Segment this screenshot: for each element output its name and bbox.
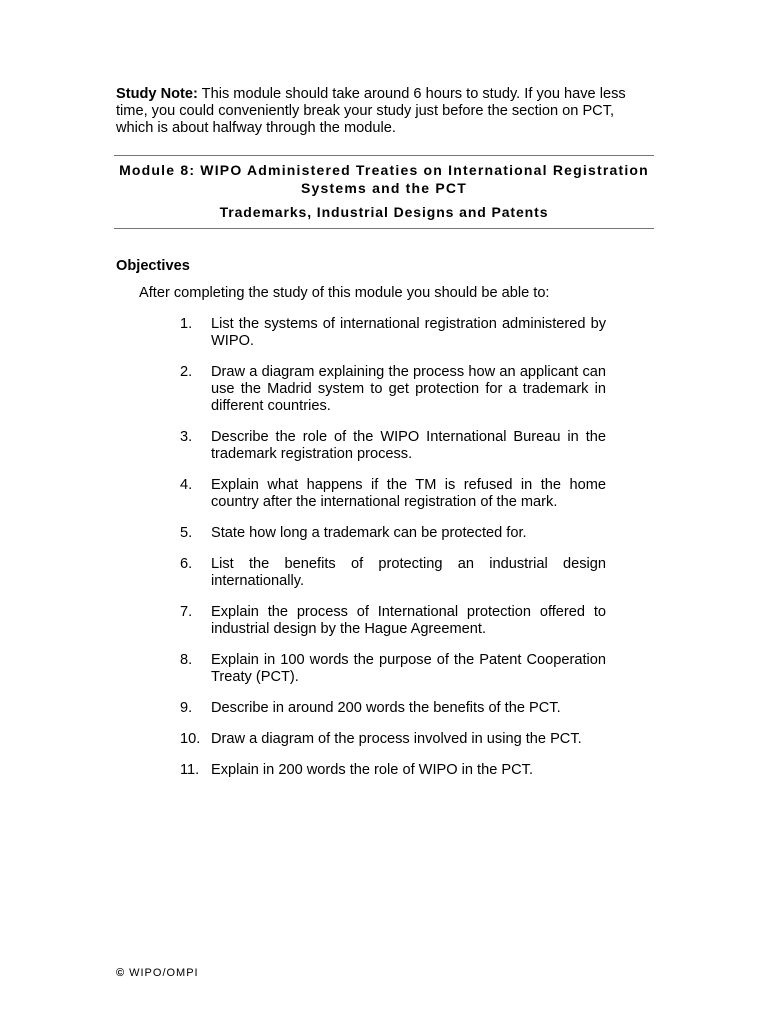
objective-number: 11.	[180, 762, 200, 778]
objective-text: List the benefits of protecting an industrial design internationally.	[211, 556, 606, 589]
objective-text: Explain in 200 words the role of WIPO in the PCT.	[211, 762, 534, 778]
objective-item	[180, 364, 606, 415]
copyright-icon: ©	[116, 967, 126, 979]
study-note-text: This module should take around 6 hours to study. If you have less time, you could conveniently break your study just before the section on PCT, which is about halfway through the module.	[116, 86, 626, 136]
title-top-divider	[114, 155, 654, 156]
objective-text: Explain the process of International protection offered to industrial design by the Hague Agreement.	[211, 604, 606, 637]
objective-text: Draw a diagram explaining the process how an applicant can use the Madrid system to get protection for a trademark in different countries.	[211, 364, 606, 414]
footer	[116, 966, 199, 980]
objective-number: 6.	[180, 556, 193, 572]
objective-item	[180, 700, 606, 717]
objective-text: Describe in around 200 words the benefits of the PCT.	[211, 700, 561, 716]
objective-number: 7.	[180, 604, 193, 620]
objective-text: Draw a diagram of the process involved in using the PCT.	[211, 731, 582, 747]
objective-number: 2.	[180, 364, 193, 380]
objective-number: 3.	[180, 429, 193, 445]
objective-text: Describe the role of the WIPO International Bureau in the trademark registration process.	[211, 429, 606, 462]
objective-text: Explain what happens if the TM is refused in the home country after the international registration of the mark.	[211, 477, 606, 510]
objective-number: 8.	[180, 652, 193, 668]
objective-text: Explain in 100 words the purpose of the Patent Cooperation Treaty (PCT).	[211, 652, 606, 685]
module-subtitle: Trademarks, Industrial Designs and Patents	[219, 204, 549, 220]
study-note	[116, 86, 638, 137]
objective-number: 5.	[180, 525, 193, 541]
objective-number: 9.	[180, 700, 193, 716]
objective-number: 10.	[180, 731, 201, 747]
objective-number: 4.	[180, 477, 193, 493]
objective-item	[180, 316, 606, 350]
objective-text: List the systems of international registration administered by WIPO.	[211, 316, 606, 349]
module-title: Module 8: WIPO Administered Treaties on International Registration Systems and the PCT	[119, 162, 649, 196]
objective-number: 1.	[180, 316, 193, 332]
title-bottom-divider	[114, 228, 654, 229]
objectives-intro: After completing the study of this module you should be able to:	[139, 285, 550, 301]
objectives-heading: Objectives	[116, 258, 190, 274]
study-note-lead: Study Note:	[116, 86, 198, 102]
objective-item	[180, 525, 606, 542]
objective-item	[180, 604, 606, 638]
objectives-list	[180, 316, 606, 793]
objective-text: State how long a trademark can be protected for.	[211, 525, 527, 541]
objective-item	[180, 556, 606, 590]
objective-item	[180, 731, 606, 748]
objective-item	[180, 429, 606, 463]
footer-text: WIPO/OMPI	[129, 967, 199, 979]
objective-item	[180, 652, 606, 686]
objective-item	[180, 477, 606, 511]
objective-item	[180, 762, 606, 779]
